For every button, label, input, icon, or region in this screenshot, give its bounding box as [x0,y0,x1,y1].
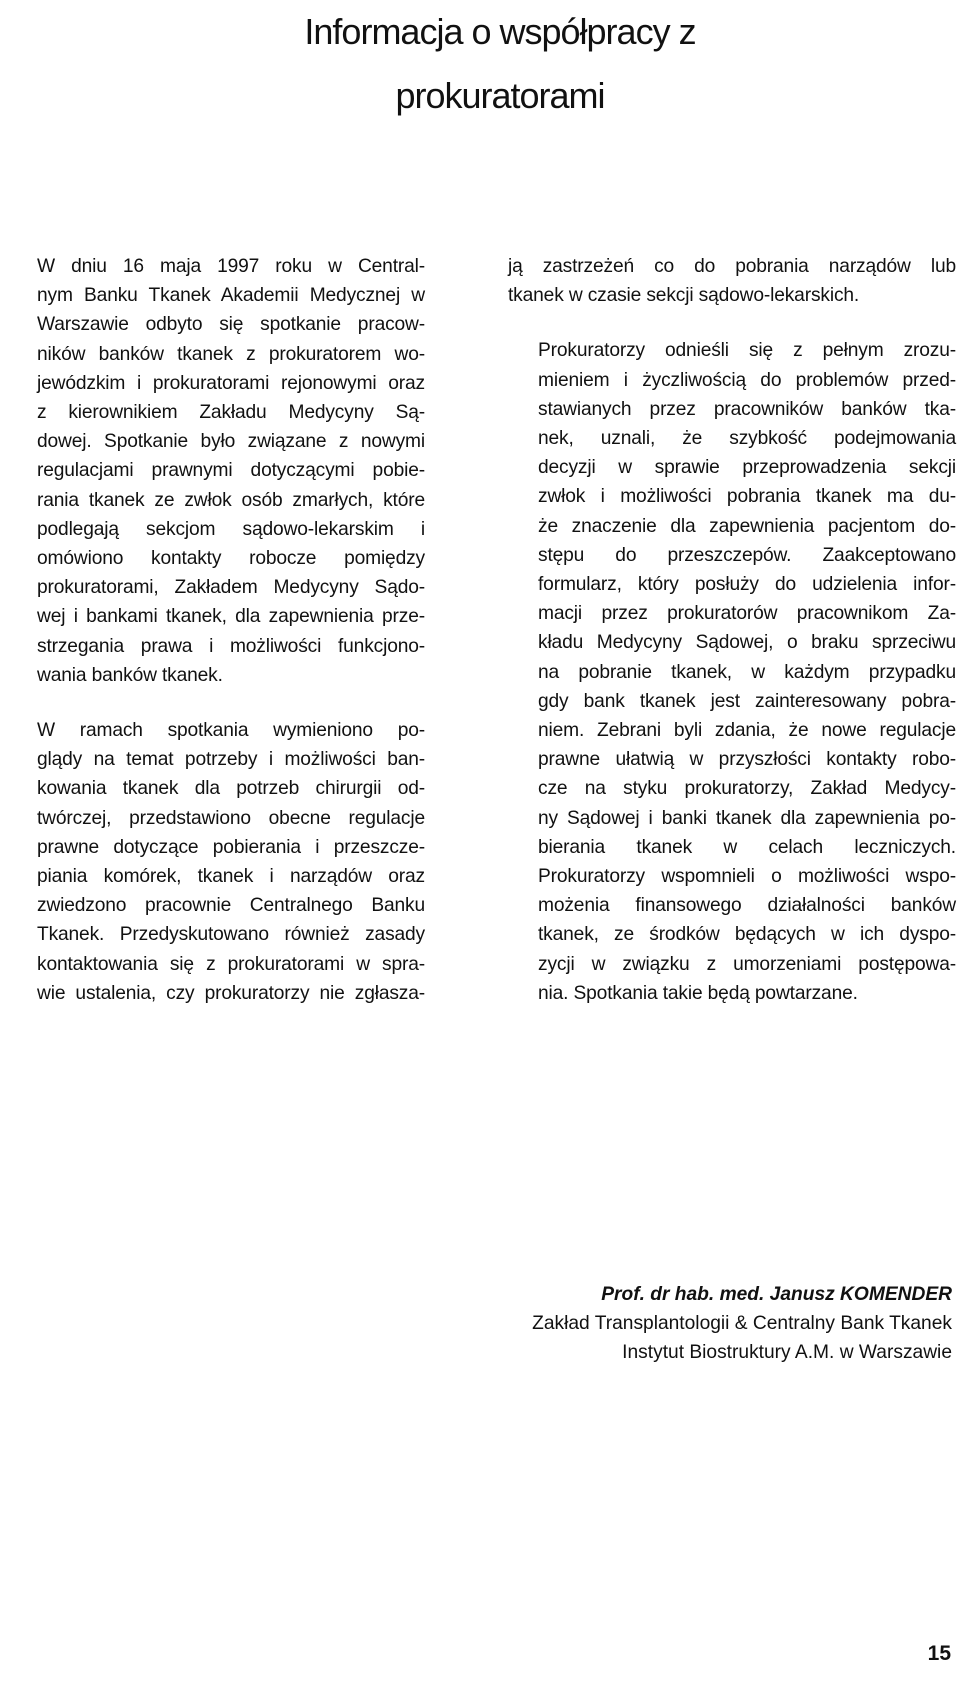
text-line: bierania tkanek w celach leczniczych. [538,836,956,858]
text-line: formularz, który posłuży do udzielenia infor- [538,574,956,596]
text-line: strzegania prawa i możliwości funkcjono- [37,635,425,657]
text-line: cze na styku prokuratorzy, Zakład Medycy- [538,778,956,800]
author-institute: Instytut Biostruktury A.M. w Warszawie [622,1342,952,1363]
text-line: stawianych przez pracowników banków tka- [538,398,956,420]
text-line: wej i bankami tkanek, dla zapewnienia prze- [37,606,425,628]
text-line: decyzji w sprawie przeprowadzenia sekcji [538,457,956,479]
text-line: prawne ułatwią w przyszłości kontakty robo- [538,749,956,771]
text-line: mieniem i życzliwością do problemów przed- [538,369,956,391]
text-line: regulacjami prawnymi dotyczącymi pobie- [37,460,425,482]
text-line: Warszawie odbyto się spotkanie pracow- [37,314,425,336]
author-affiliation: Zakład Transplantologii & Centralny Bank Tkanek [532,1313,952,1334]
text-line: nek, uznali, że szybkość podejmowania [538,428,956,450]
text-line: ników banków tkanek z prokuratorem wo- [37,343,425,365]
text-line: macji przez prokuratorów pracownikom Za- [538,603,956,625]
text-line: zwiedzono pracownie Centralnego Banku [37,895,425,917]
text-line: wie ustalenia, czy prokuratorzy nie zgłasza- [37,982,425,1004]
text-line: kładu Medycyny Sądowej, o braku sprzeciwu [538,632,956,654]
paragraph-discussion [7,716,425,1008]
page-number: 15 [927,1642,951,1665]
right-column [508,252,956,1034]
text-line: glądy na temat potrzeby i możliwości ban- [37,749,425,771]
text-line: stępu do przeszczepów. Zaakceptowano [538,544,956,566]
text-line: nia. Spotkania takie będą powtarzane. [538,982,858,1004]
text-line: prawne dotyczące pobierania i przeszcze- [37,836,425,858]
text-line: możenia finansowego działalności banków [538,895,956,917]
left-column [7,252,425,1034]
text-line: na pobranie tkanek, w każdym przypadku [538,661,956,683]
text-line: Prokuratorzy wspomnieli o możliwości wspo- [538,866,956,888]
paragraph-meeting [7,252,425,690]
text-line: omówiono kontakty robocze pomiędzy [37,548,425,570]
text-line: Prokuratorzy odnieśli się z pełnym zrozu- [538,340,956,362]
text-line: zycji w związku z umorzeniami postępowa- [538,953,956,975]
text-line: nym Banku Tkanek Akademii Medycznej w [37,285,425,307]
text-line: tkanek w czasie sekcji sądowo-lekarskich. [508,285,860,307]
text-line: rania tkanek ze zwłok osób zmarłych, które [37,489,425,511]
text-line: z kierownikiem Zakładu Medycyny Są- [37,402,425,424]
signature-block [420,1280,952,1367]
paragraph-prosecutors [508,336,956,1008]
text-line: gdy bank tkanek jest zainteresowany pobra- [538,690,956,712]
text-line: twórczej, przedstawiono obecne regulacje [37,807,425,829]
text-line: prokuratorami, Zakładem Medycyny Sądo- [37,577,425,599]
text-line: że znaczenie dla zapewnienia pacjentom do- [538,515,956,537]
text-line: podlegają sekcjom sądowo-lekarskim i [37,518,425,540]
text-line: tkanek, ze środków będących w ich dyspo- [538,924,956,946]
text-line: ją zastrzeżeń co do pobrania narządów lub [508,256,956,277]
text-line: kontaktowania się z prokuratorami w spra- [37,953,425,975]
text-line: W ramach spotkania wymieniono po- [37,720,425,742]
title-line: Informacja o współpracy z [304,11,696,52]
text-line: niem. Zebrani byli zdania, że nowe regulacje [538,720,956,742]
text-line: jewódzkim i prokuratorami rejonowymi oraz [37,372,425,394]
text-line: dowej. Spotkanie było związane z nowymi [37,431,425,453]
text-line: wania banków tkanek. [37,664,223,686]
paragraph-continuation [508,252,956,310]
text-line: Tkanek. Przedyskutowano również zasady [37,924,425,946]
text-line: kowania tkanek dla potrzeb chirurgii od- [37,778,425,800]
text-line: zwłok i możliwości pobrania tkanek ma du- [538,486,956,508]
author-name: Prof. dr hab. med. Janusz KOMENDER [601,1284,952,1305]
text-line: piania komórek, tkanek i narządów oraz [37,866,425,888]
title-line: prokuratorami [395,75,605,116]
article-title [200,0,800,128]
text-line: W dniu 16 maja 1997 roku w Central- [37,256,425,277]
text-line: ny Sądowej i banki tkanek dla zapewnienia po- [538,807,956,829]
